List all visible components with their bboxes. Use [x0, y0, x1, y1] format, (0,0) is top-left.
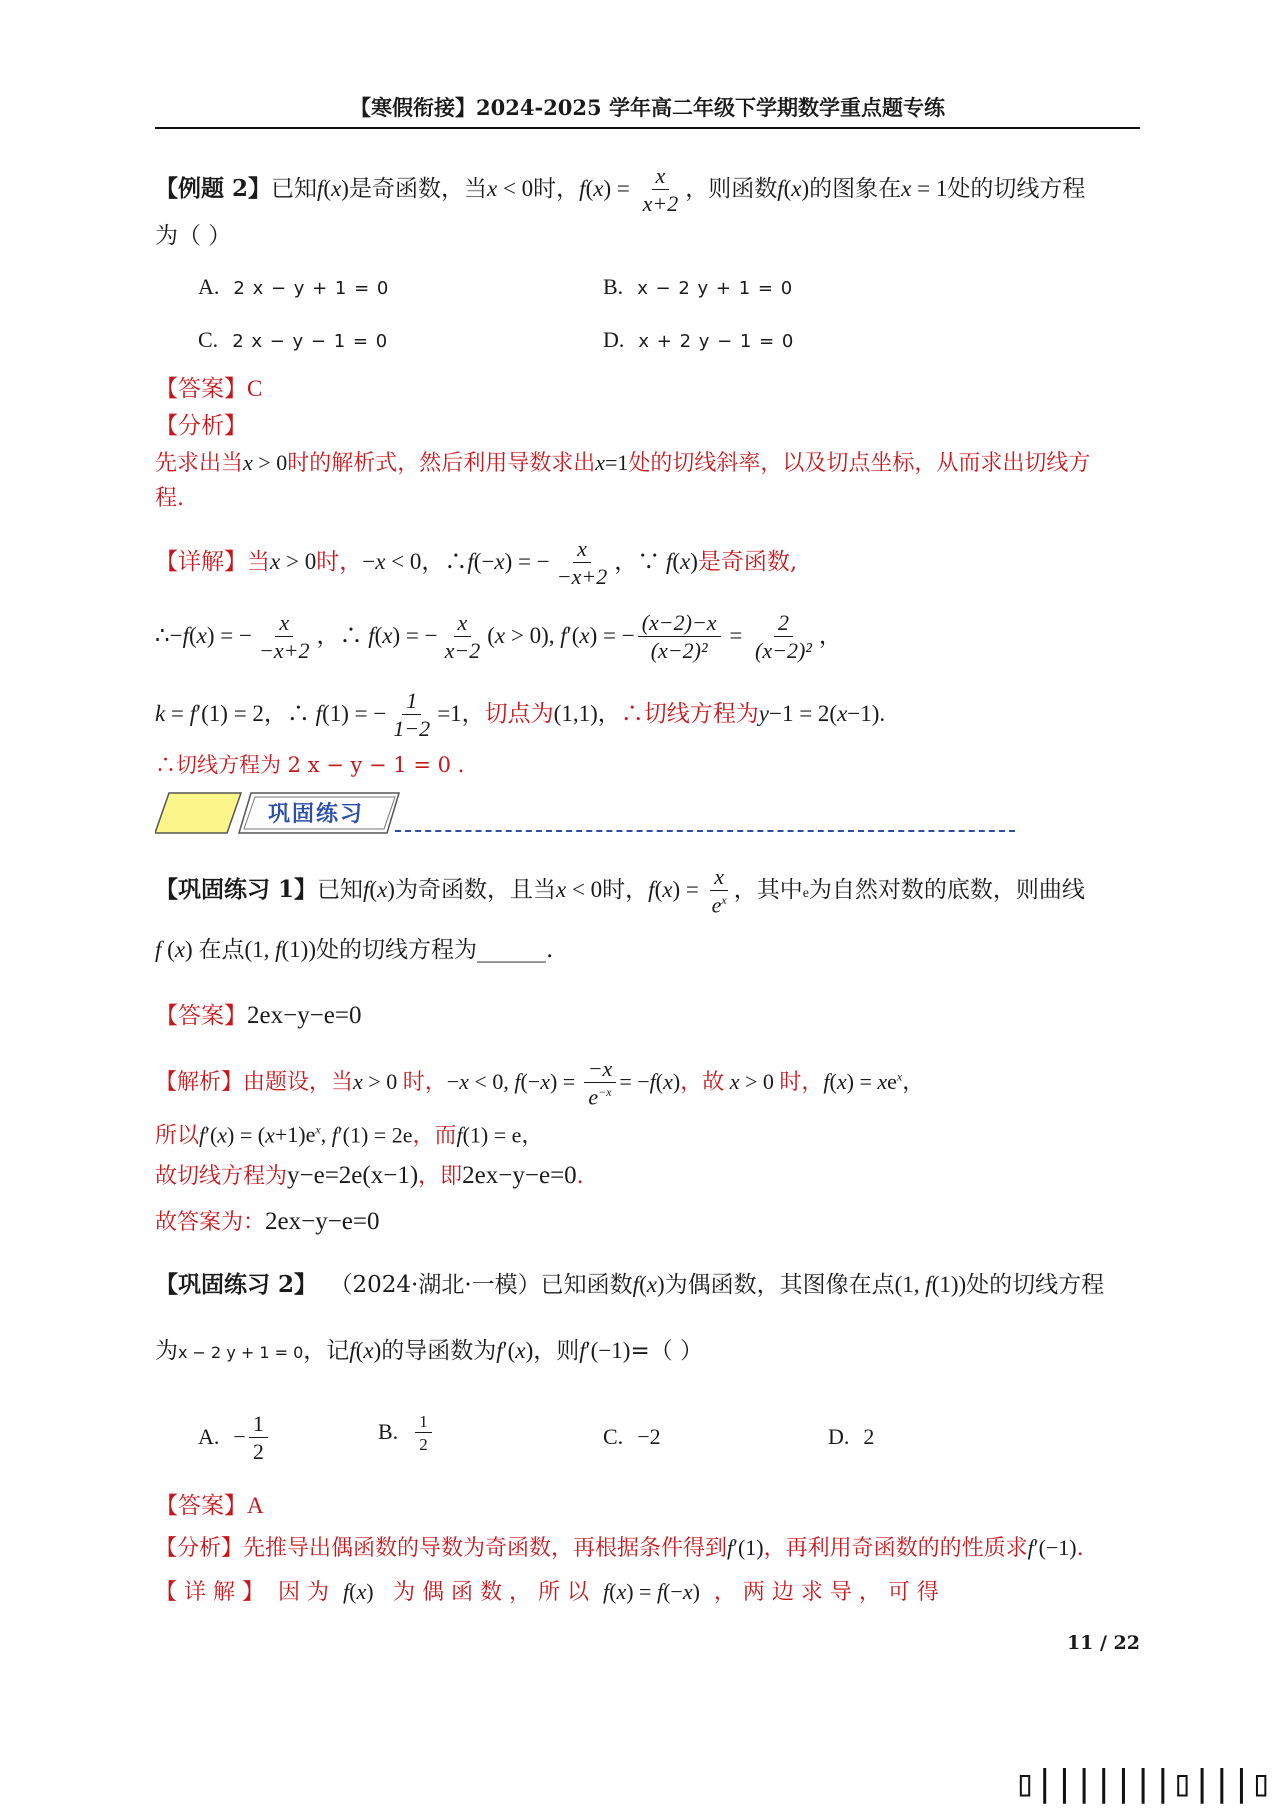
example2-analysis-line1: 先求出当x > 0时的解析式，然后利用导数求出x=1处的切线斜率，以及切点坐标，从而求出切线方: [155, 450, 1091, 476]
text: 时，: [533, 176, 580, 202]
text: ，故: [680, 1070, 725, 1096]
analysis-label: 【分析】: [155, 413, 247, 439]
text: 为: [155, 1338, 178, 1364]
practice1-stem-line2: f (x) 在点(1, f(1))处的切线方程为______.: [155, 937, 554, 963]
math-text: 2ex−y−e=0: [265, 1208, 380, 1235]
example2-label: 【例题 2】: [155, 175, 272, 202]
text: 的图象在: [809, 176, 902, 202]
practice2-answer: [155, 1489, 1125, 1523]
barcode-icon: ▯|||||||▯|||▯: [1014, 1763, 1270, 1804]
text: ∴切线方程为: [620, 701, 759, 727]
answer-label: 【答案】: [155, 1493, 247, 1519]
example2-detail-line3: k = f′(1) = 2，∴ f(1) = − $\frac{1}{1-2}$ =1，切点为(1,1)，∴切线方程为y−1 = 2(x−1).: [155, 688, 886, 741]
text: ，其中: [733, 877, 803, 904]
header-rule: [155, 127, 1140, 129]
banner-dashed-rule: [395, 830, 1015, 832]
answer-value: A: [247, 1493, 264, 1518]
practice1-label: 【巩固练习 1】: [155, 876, 318, 904]
example2-detail-line1: 【详解】当x > 0时，−x < 0，∴f(−x) = − $\frac{x}{-x+2}$ ，∵ f(x)是奇函数,: [155, 536, 798, 589]
text: =（ ）: [630, 1338, 704, 1364]
example2-detail-final: [155, 748, 1125, 782]
example2-option-a[interactable]: [198, 274, 389, 300]
practice2-stem-line1: 【巩固练习 2】 （2024·湖北·一模）已知函数f(x)为偶函数，其图像在点(1, f(1))处的切线方程: [155, 1271, 1105, 1298]
text: 由题设，当: [243, 1070, 354, 1096]
practice1-solution-line1: 【解析】由题设，当x > 0 时，−x < 0, f(−x) = $\frac{-x}{e^{-x}}$ = −f(x)，故 x > 0 时，$f(x) = xe^x$，: [155, 1056, 925, 1110]
text: 在点: [198, 937, 245, 963]
text: 先推导出偶函数的导数为奇函数，再根据条件得到: [243, 1536, 728, 1561]
option-label: D.: [828, 1424, 850, 1449]
example2-stem-line1: 【例题 2】已知f(x)是奇函数，当x < 0时，f(x) = $\frac{x}{x+2}$ ，则函数f(x)的图象在x = 1处的切线方程: [155, 163, 1086, 216]
text: 程.: [155, 486, 184, 511]
text: ∴切线方程为 2 x − y − 1 = 0 .: [155, 753, 465, 777]
text: 为偶函数，其图像在点: [664, 1272, 895, 1298]
option-label: A.: [198, 1424, 220, 1449]
practice2-stem-line2: 为x − 2 y + 1 = 0，记f(x)的导函数为f′(x)，则f′(−1)=（ ）: [155, 1338, 704, 1364]
solution-label: 【解析】: [155, 1070, 244, 1096]
page-number: 11 / 22: [1066, 1632, 1140, 1654]
practice1-answer: [155, 999, 1125, 1033]
page-header: [155, 92, 1140, 122]
option-text: x + 2 y − 1 = 0: [638, 331, 795, 352]
detail-label: 【 详 解 】: [155, 1580, 264, 1605]
text: ，而: [412, 1123, 457, 1149]
option-text: x − 2 y + 1 = 0: [637, 278, 794, 299]
practice1-solution-line3: 故切线方程为y−e=2e(x−1)，即2ex−y−e=0.: [155, 1162, 584, 1189]
option-label: C.: [603, 1424, 624, 1449]
example2-stem-line2: [155, 219, 1125, 253]
text: 先求出当: [155, 451, 244, 476]
answer-label: 【答案】: [155, 1003, 247, 1029]
example2-analysis-label: [155, 409, 1125, 443]
practice2-detail: 【 详 解 】 因 为 f(x) 为 偶 函 数 ， 所 以 f(x) = f(−x) ， 两 边 求 导 ， 可 得: [155, 1579, 939, 1605]
practice1-solution-line4: [155, 1205, 1125, 1240]
practice2-option-c[interactable]: [603, 1424, 661, 1450]
text: 时，: [779, 1070, 824, 1096]
practice1-solution-line2: 所以$f'(x) = (x+1)e^x$, f′(1) = 2e，而f(1) = e，: [155, 1122, 544, 1149]
fraction: $\frac{x}{x+2}$: [642, 163, 679, 216]
text: 处的切线方程: [947, 176, 1086, 202]
example2-option-c[interactable]: [198, 327, 388, 353]
detail-label: 【详解】: [155, 549, 247, 575]
practice2-analysis: 【分析】先推导出偶函数的导数为奇函数，再根据条件得到f′(1)，再利用奇函数的的性质求f′(−1).: [155, 1535, 1084, 1561]
option-text: −2: [637, 1424, 661, 1449]
text: 是奇函数,: [697, 549, 798, 575]
text: ， 两 边 求 导 ， 可 得: [713, 1580, 939, 1605]
option-label: A.: [198, 274, 220, 299]
option-text: 2 x − y + 1 = 0: [233, 278, 390, 299]
text: ，再利用奇函数的的性质求: [763, 1536, 1028, 1561]
text: 故切线方程为: [155, 1164, 288, 1189]
math-text: x − 2 y + 1 = 0: [178, 1343, 304, 1362]
text: 为自然对数的底数，则曲线: [808, 877, 1085, 904]
option-text: 2: [863, 1424, 875, 1449]
text: 已知: [271, 176, 318, 202]
text: 故答案为：: [155, 1210, 266, 1235]
text: 当: [247, 549, 270, 575]
option-label: B.: [378, 1419, 399, 1444]
page-header-title: 【寒假衔接】2024-2025 学年高二年级下学期数学重点题专练: [350, 95, 945, 120]
text: 已知: [317, 877, 364, 904]
practice2-option-d[interactable]: [828, 1424, 874, 1450]
answer-value: 2ex−y−e=0: [247, 1002, 362, 1029]
text: 时的解析式，然后利用导数求出: [287, 451, 596, 476]
text: ，记: [303, 1338, 350, 1364]
text: ，即: [418, 1164, 463, 1189]
example2-option-b[interactable]: [603, 274, 793, 300]
analysis-label: 【分析】: [155, 1536, 244, 1561]
practice1-stem-line1: 【巩固练习 1】已知f(x)为奇函数，且当x < 0时，f(x) = $\frac{x}{e^x}$ ，其中e为自然对数的底数，则曲线: [155, 864, 1085, 918]
text: 时，: [402, 1070, 447, 1096]
math: f: [317, 176, 324, 201]
text: ，则函数: [685, 176, 778, 202]
text: 是奇函数，当: [348, 176, 487, 202]
option-label: D.: [603, 327, 625, 352]
text: 因 为: [277, 1580, 329, 1605]
text: 处的切线方程为______.: [316, 937, 554, 963]
answer-label: 【答案】: [155, 376, 247, 402]
option-text: 2 x − y − 1 = 0: [232, 331, 389, 352]
text: 时，: [316, 549, 363, 575]
practice2-label: 【巩固练习 2】: [155, 1271, 318, 1298]
text: ，则: [533, 1338, 580, 1364]
text: 为（ ）: [155, 223, 232, 249]
math-text: 2ex−y−e=0: [462, 1162, 577, 1189]
practice2-option-a[interactable]: A. − $\frac{1}{2}$: [198, 1413, 271, 1463]
example2-detail-line2: ∴−f(x) = − $\frac{x}{-x+2}$ ，∴ f(x) = − $\frac{x}{x-2}$ (x > 0), f′(x) = − $\frac{(x-2)-x}{\text{(x−2)²}}$ = $\frac{2}{\text{(x−2)²}}$ ，: [155, 610, 842, 663]
practice-section-title: 巩固练习: [268, 801, 365, 827]
text: 的导函数为: [381, 1338, 497, 1364]
text: 为奇函数，且当: [394, 877, 556, 904]
example2-option-d[interactable]: [603, 327, 794, 353]
text: 所以: [155, 1123, 200, 1149]
text: 时，: [602, 877, 649, 904]
math-text: y−e=2e(x−1): [287, 1162, 419, 1189]
example2-analysis-line2: [155, 482, 1125, 516]
text: 处的切线方程: [966, 1272, 1105, 1298]
option-label: B.: [603, 274, 624, 299]
text: 切点为: [484, 701, 554, 727]
option-label: C.: [198, 327, 219, 352]
text: 处的切线斜率，以及切点坐标，从而求出切线方: [628, 451, 1091, 476]
practice2-option-b[interactable]: B. $\frac{1}{2}$: [378, 1413, 435, 1453]
text: 已知函数: [540, 1272, 633, 1298]
answer-value: C: [247, 376, 263, 401]
example2-answer: [155, 372, 1125, 406]
text: 为 偶 函 数 ， 所 以: [393, 1580, 589, 1605]
source: （2024·湖北·一模）: [341, 1272, 541, 1298]
